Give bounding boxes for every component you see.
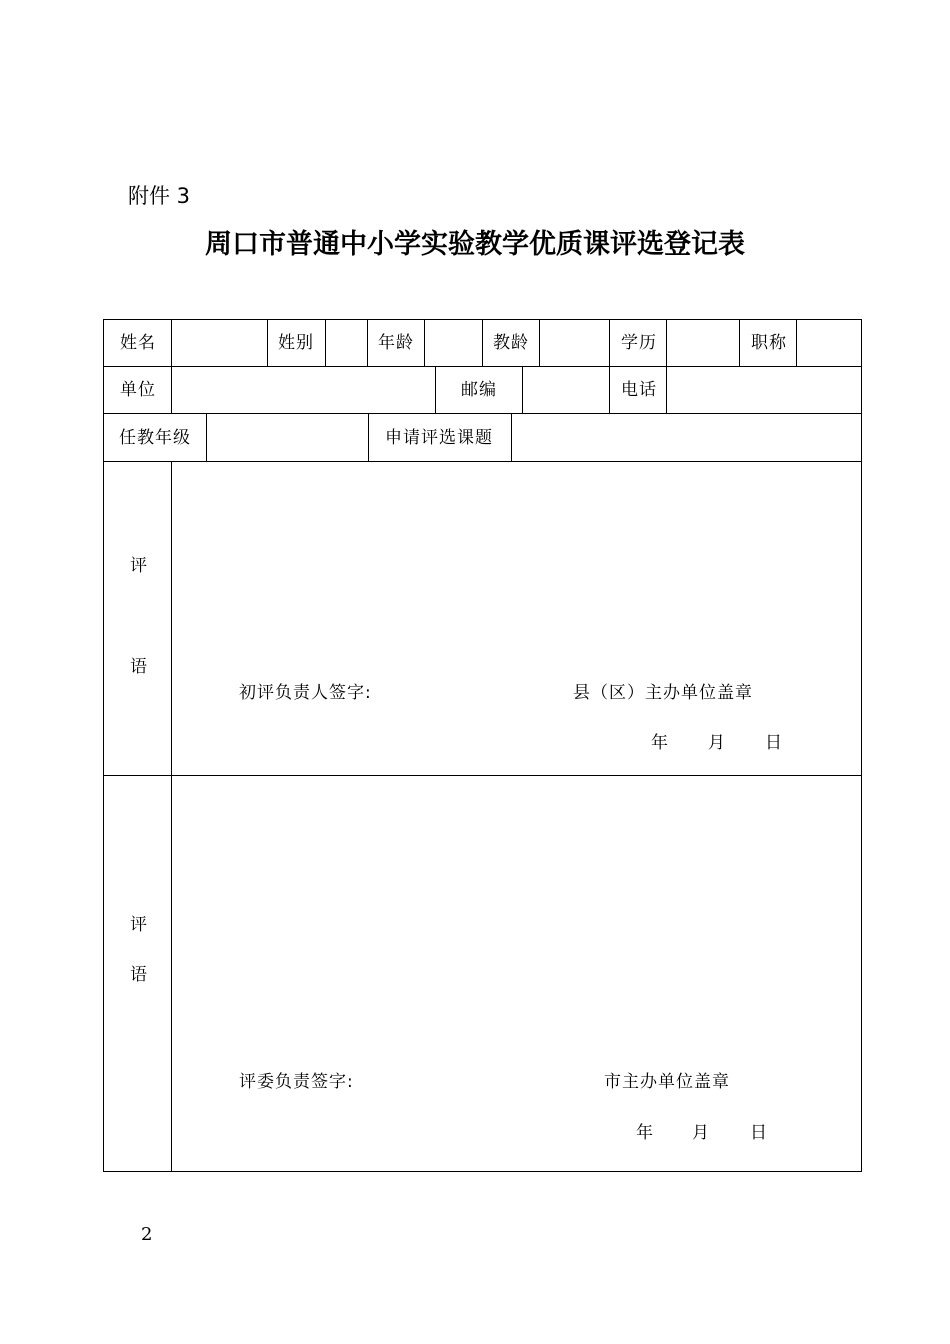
cell-divider — [796, 319, 797, 366]
cell-divider — [511, 413, 512, 461]
row-divider — [103, 461, 862, 462]
section2-day: 日 — [750, 1123, 768, 1143]
form-title: 周口市普通中小学实验教学优质课评选登记表 — [205, 229, 745, 260]
label-topic: 申请评选课题 — [385, 428, 493, 448]
section2-label-2: 语 — [130, 965, 148, 985]
label-gender: 姓别 — [278, 333, 314, 353]
label-phone: 电话 — [621, 380, 657, 400]
row-divider — [103, 775, 862, 776]
section1-signer: 初评负责人签字: — [239, 683, 372, 703]
cell-divider — [267, 319, 268, 366]
section1-year: 年 — [651, 733, 669, 753]
section2-seal: 市主办单位盖章 — [604, 1072, 730, 1092]
section2-signer: 评委负责签字: — [239, 1072, 354, 1092]
cell-divider — [325, 319, 326, 366]
cell-divider — [666, 366, 667, 413]
cell-divider — [206, 413, 207, 461]
label-education: 学历 — [621, 333, 657, 353]
cell-divider — [609, 366, 610, 413]
cell-divider — [424, 319, 425, 366]
cell-divider — [367, 319, 368, 366]
row-divider — [103, 366, 862, 367]
label-job-title: 职称 — [751, 333, 787, 353]
label-age: 年龄 — [378, 333, 414, 353]
label-name: 姓名 — [120, 333, 156, 353]
cell-divider — [368, 413, 369, 461]
cell-divider — [539, 319, 540, 366]
section2-month: 月 — [692, 1123, 710, 1143]
section2-label-1: 评 — [130, 915, 148, 935]
section2-year: 年 — [636, 1123, 654, 1143]
label-grade: 任教年级 — [119, 428, 191, 448]
section1-day: 日 — [765, 733, 783, 753]
section1-month: 月 — [708, 733, 726, 753]
cell-divider — [666, 319, 667, 366]
attachment-label: 附件 3 — [128, 184, 191, 208]
cell-divider — [739, 319, 740, 366]
cell-divider — [171, 461, 172, 1172]
cell-divider — [522, 366, 523, 413]
label-unit: 单位 — [120, 380, 156, 400]
section1-label-1: 评 — [130, 556, 148, 576]
label-teaching-years: 教龄 — [493, 333, 529, 353]
cell-divider — [609, 319, 610, 366]
page-number: 2 — [141, 1224, 153, 1245]
cell-divider — [171, 319, 172, 366]
cell-divider — [171, 366, 172, 413]
section1-label-2: 语 — [130, 657, 148, 677]
cell-divider — [482, 319, 483, 366]
label-postcode: 邮编 — [461, 380, 497, 400]
cell-divider — [435, 366, 436, 413]
section1-seal: 县（区）主办单位盖章 — [573, 683, 753, 703]
row-divider — [103, 413, 862, 414]
